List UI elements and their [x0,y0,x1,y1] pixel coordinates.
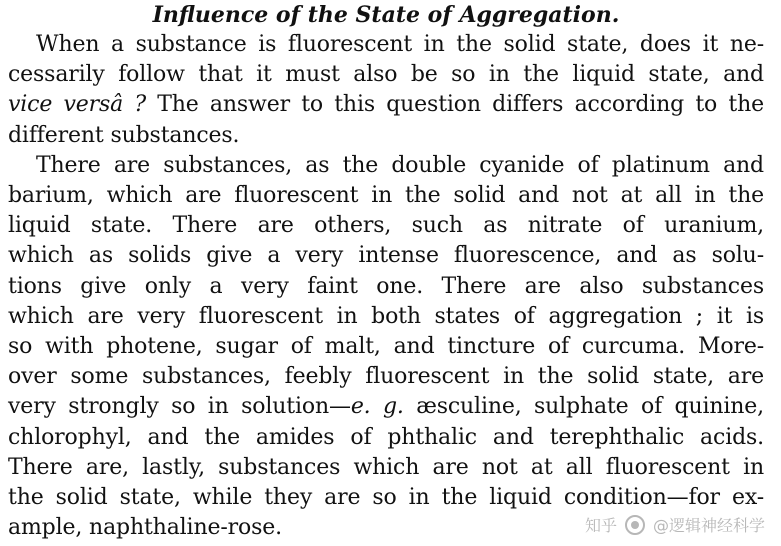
text-fragment: æsculine, sulphate of quinine, [403,394,764,420]
watermark-author: @逻辑神经科学 [652,516,765,535]
text-line: ample, naphthaline-rose. [8,515,282,541]
text-line: cessarily follow that it must also be so in the liquid state, and [8,62,764,88]
text-line [8,90,764,120]
text-line: which are very fluorescent in both states of aggregation ; it is [8,303,764,329]
paragraph-2 [8,151,764,544]
text-line: so with photene, sugar of malt, and tincture of curcuma. More- [8,334,764,360]
author-logo-icon [625,515,645,535]
document-page [8,0,764,543]
text-line: which as solids give a very intense fluorescence, and as solu- [8,243,764,269]
section-heading: Influence of the State of Aggregation. [152,2,620,28]
text-line: chlorophyl, and the amides of phthalic and terephthalic acids. [8,424,764,450]
text-line: over some substances, feebly fluorescent in the solid state, are [8,364,764,390]
text-line: barium, which are fluorescent in the solid and not at all in the [8,183,764,209]
watermark-site: 知乎 [584,516,617,535]
text-line: There are substances, as the double cyanide of platinum and [36,152,764,178]
italic-phrase: e. g. [350,394,404,420]
text-fragment: very strongly so in solution— [8,394,351,420]
text-line: different substances. [8,122,240,148]
text-line: When a substance is fluorescent in the solid state, does it ne- [36,32,764,57]
text-line [8,392,764,422]
italic-phrase: vice versâ ? [8,92,146,118]
text-line: the solid state, while they are so in the liquid condition—for ex- [8,485,764,511]
text-line: There are, lastly, substances which are not at all fluorescent in [8,454,764,480]
text-line: tions give only a very faint one. There are also substances [8,273,764,299]
paragraph-1 [8,30,764,151]
text-fragment: The answer to this question differs according to the [145,92,764,118]
watermark [585,513,765,536]
text-line: liquid state. There are others, such as nitrate of uranium, [8,213,764,239]
